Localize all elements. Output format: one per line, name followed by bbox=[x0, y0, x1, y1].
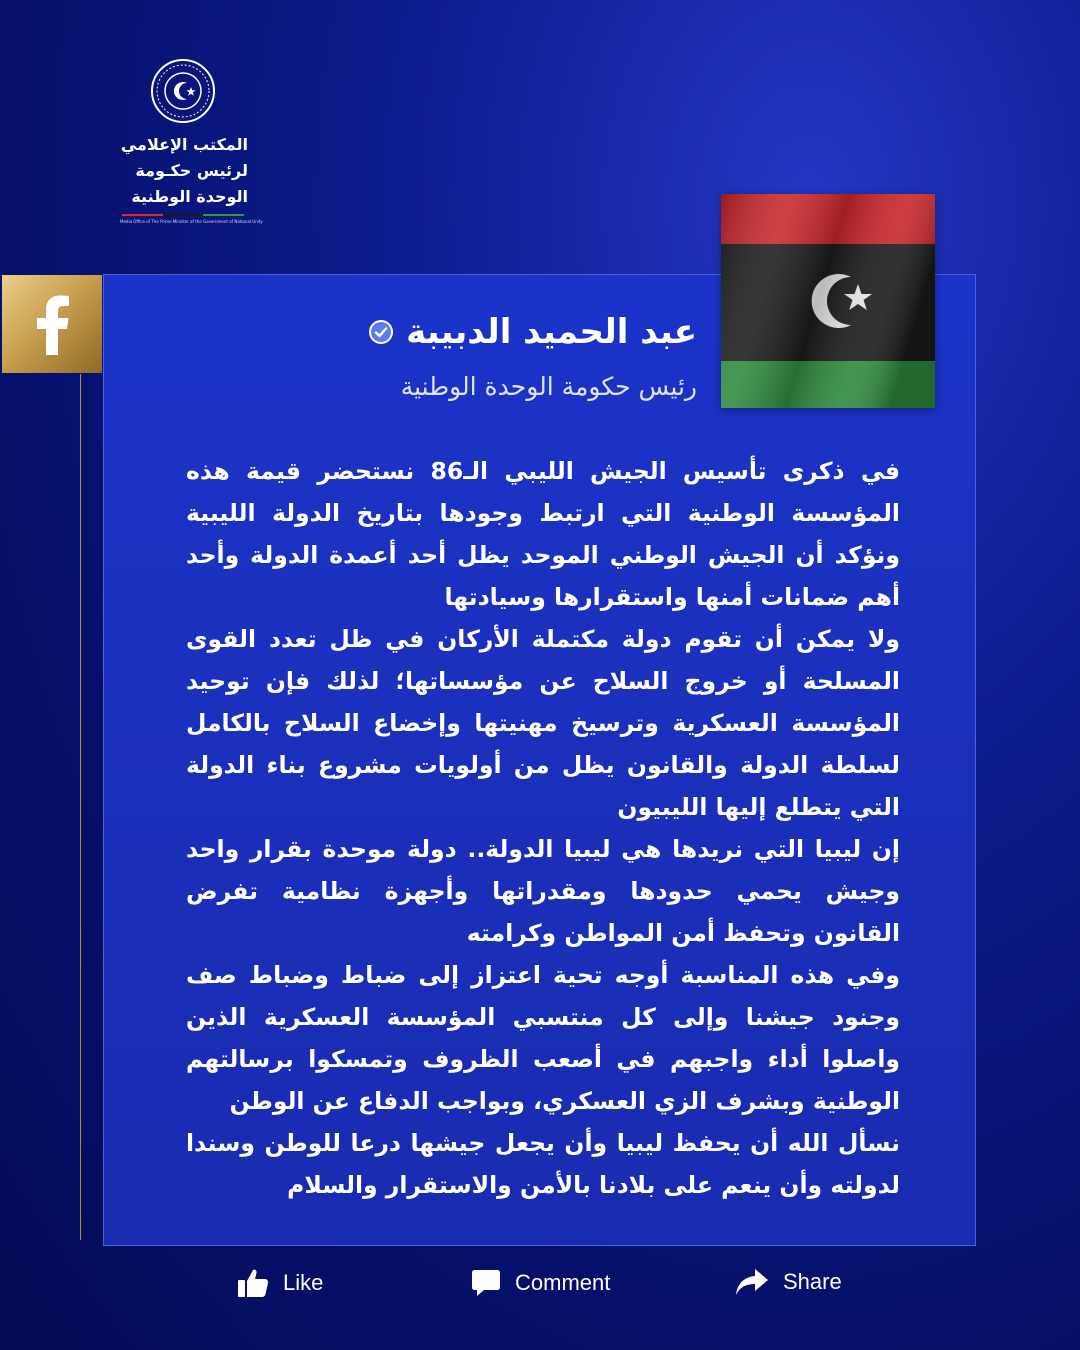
libya-flag bbox=[721, 194, 935, 408]
facebook-badge bbox=[2, 275, 102, 373]
thumbs-up-icon bbox=[237, 1268, 269, 1298]
post-body bbox=[186, 450, 900, 1206]
org-line-1: المكتب الإعلامي bbox=[120, 135, 248, 154]
comment-button[interactable] bbox=[471, 1268, 610, 1298]
org-line-2: لرئيس حكـومة bbox=[135, 161, 248, 180]
share-label: Share bbox=[783, 1269, 842, 1294]
post-paragraph: نسأل الله أن يحفظ ليبيا وأن يجعل جيشها درعا للوطن وسندا لدولته وأن ينعم على بلادنا بالأمن والاستقرار والسلام bbox=[186, 1129, 900, 1199]
flag-color-bar bbox=[122, 214, 244, 216]
org-line-3: الوحدة الوطنية bbox=[131, 187, 248, 206]
share-arrow-icon bbox=[735, 1268, 769, 1296]
gold-divider-line bbox=[80, 374, 81, 1240]
like-button[interactable] bbox=[237, 1268, 323, 1298]
author-name[interactable]: عبد الحميد الدبيبة bbox=[406, 312, 697, 352]
media-office-logo bbox=[118, 58, 263, 224]
comment-label: Comment bbox=[515, 1270, 611, 1295]
org-english-name: Media Office of The Prime Minister of the Government of National Unity bbox=[120, 219, 263, 224]
post-actions-bar bbox=[0, 1268, 1080, 1308]
share-button[interactable] bbox=[735, 1268, 842, 1296]
post-paragraph: في ذكرى تأسيس الجيش الليبي الـ86 نستحضر قيمة هذه المؤسسة الوطنية التي ارتبط وجودها بتاريخ الدولة الليبية ونؤكد أن الجيش الوطني الموحد يظل أحد أعمدة الدولة وأحد أهم ضمانات أمنها واستقرارها وسيادتها bbox=[186, 457, 900, 611]
post-paragraph: إن ليبيا التي نريدها هي ليبيا الدولة.. دولة موحدة بقرار واحد وجيش يحمي حدودها ومقدراتها وأجهزة نظامية تفرض القانون وتحفظ أمن المواطن وكرامته bbox=[186, 835, 900, 947]
author-row bbox=[368, 312, 697, 352]
government-seal-icon bbox=[150, 58, 216, 124]
post-paragraph: ولا يمكن أن تقوم دولة مكتملة الأركان في ظل تعدد القوى المسلحة أو خروج السلاح عن مؤسساتها؛ لذلك فإن توحيد المؤسسة العسكرية وترسيخ مهنيتها وإخضاع السلاح بالكامل لسلطة الدولة والقانون يظل من أولويات مشروع بناء الدولة التي يتطلع إليها الليبيون bbox=[186, 625, 900, 821]
post-paragraph: وفي هذه المناسبة أوجه تحية اعتزاز إلى ضباط وضباط صف وجنود جيشنا وإلى كل منتسبي المؤسسة العسكرية الذين واصلوا أداء واجبهم في أصعب الظروف وتمسكوا برسالتهم الوطنية وبشرف الزي العسكري، وبواجب الدفاع عن الوطن bbox=[186, 961, 900, 1115]
verified-badge-icon bbox=[368, 319, 394, 345]
author-title: رئيس حكومة الوحدة الوطنية bbox=[400, 372, 697, 401]
comment-bubble-icon bbox=[471, 1268, 501, 1298]
facebook-f-icon bbox=[36, 295, 70, 355]
like-label: Like bbox=[283, 1270, 324, 1295]
